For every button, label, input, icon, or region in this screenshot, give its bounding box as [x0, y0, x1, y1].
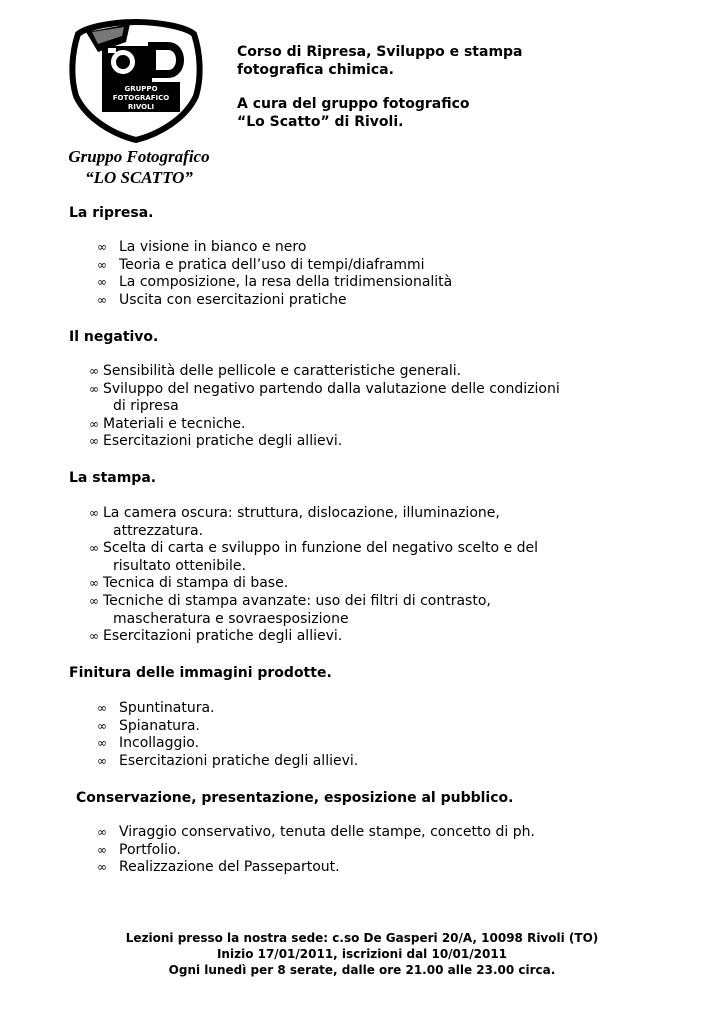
list-item: ∞ Uscita con esercitazioni pratiche: [97, 291, 347, 308]
section-title-stampa: La stampa.: [69, 470, 157, 486]
infinity-bullet-icon: ∞: [89, 576, 99, 591]
section-title-negativo: Il negativo.: [69, 329, 159, 345]
list-item: ∞ Esercitazioni pratiche degli allievi.: [97, 752, 359, 769]
infinity-bullet-icon: ∞: [89, 593, 99, 608]
logo-caption-line-2: “LO SCATTO”: [85, 168, 193, 187]
infinity-bullet-icon: ∞: [89, 381, 99, 396]
list-item: ∞ Incollaggio.: [97, 735, 200, 752]
infinity-bullet-icon: ∞: [97, 257, 107, 272]
list-item: ∞ Tecniche di stampa avanzate: uso dei filtri di contrasto, mascheratura e sovraesposizione: [89, 592, 491, 627]
list-item: ∞ Scelta di carta e sviluppo in funzione del negativo scelto e del risultato ottenibile.: [89, 540, 539, 574]
infinity-bullet-icon: ∞: [89, 416, 99, 431]
section-list-ripresa: [97, 239, 452, 309]
infinity-bullet-icon: ∞: [89, 541, 99, 556]
footer-dates: Inizio 17/01/2011, iscrizioni dal 10/01/2011: [216, 947, 508, 961]
camera-shield-logo-icon: [68, 18, 204, 144]
list-item: ∞ Sensibilità delle pellicole e caratteristiche generali.: [89, 363, 462, 379]
infinity-bullet-icon: ∞: [97, 701, 107, 715]
list-item: ∞ Spuntinatura.: [97, 700, 215, 716]
infinity-bullet-icon: ∞: [97, 718, 107, 733]
section-list-negativo: [89, 363, 560, 451]
course-organizer-line-2: “Lo Scatto” di Rivoli.: [237, 114, 404, 130]
course-title-line-2: fotografica chimica.: [237, 62, 394, 78]
section-title-ripresa: La ripresa.: [69, 205, 154, 221]
list-item: ∞ Esercitazioni pratiche degli allievi.: [89, 433, 343, 450]
infinity-bullet-icon: ∞: [89, 434, 99, 449]
infinity-bullet-icon: ∞: [89, 364, 99, 378]
course-header: [237, 43, 677, 131]
infinity-bullet-icon: ∞: [97, 275, 107, 290]
list-item: ∞ Viraggio conservativo, tenuta delle stampe, concetto di ph.: [97, 824, 535, 840]
logo-caption: [58, 146, 220, 188]
section-list-stampa: [89, 505, 538, 646]
logo-band-line-3: RIVOLI: [127, 103, 155, 111]
section-title-finitura: Finitura delle immagini prodotte.: [69, 665, 332, 681]
list-item: ∞ Spianatura.: [97, 717, 200, 734]
section-list-finitura: [97, 700, 358, 770]
infinity-bullet-icon: ∞: [97, 842, 107, 857]
section-title-conservazione: Conservazione, presentazione, esposizione al pubblico.: [76, 790, 514, 806]
infinity-bullet-icon: ∞: [97, 736, 107, 751]
list-item: ∞ La composizione, la resa della tridimensionalità: [97, 274, 453, 291]
course-organizer-line-1: A cura del gruppo fotografico: [237, 96, 470, 112]
infinity-bullet-icon: ∞: [97, 292, 107, 307]
infinity-bullet-icon: ∞: [97, 825, 107, 839]
list-item: ∞ Sviluppo del negativo partendo dalla valutazione delle condizioni di ripresa: [89, 380, 560, 415]
list-item: ∞ Realizzazione del Passepartout.: [97, 859, 340, 876]
infinity-bullet-icon: ∞: [97, 240, 107, 254]
list-item: ∞ Materiali e tecniche.: [89, 415, 246, 432]
infinity-bullet-icon: ∞: [89, 629, 99, 644]
logo-band-line-2: FOTOGRAFICO: [112, 94, 170, 102]
course-title: [237, 43, 677, 79]
list-item: ∞ Portfolio.: [97, 841, 181, 858]
list-item: ∞ La visione in bianco e nero: [97, 239, 307, 255]
section-list-conservazione: [97, 824, 535, 877]
infinity-bullet-icon: ∞: [97, 860, 107, 875]
course-organizer: [237, 95, 677, 131]
footer-info: [0, 930, 724, 978]
list-item: ∞ Tecnica di stampa di base.: [89, 575, 289, 592]
club-logo: [68, 18, 204, 144]
course-title-line-1: Corso di Ripresa, Sviluppo e stampa: [237, 44, 523, 60]
list-item: ∞ Teoria e pratica dell’uso di tempi/diaframmi: [97, 256, 425, 273]
infinity-bullet-icon: ∞: [97, 753, 107, 768]
list-item: ∞ La camera oscura: struttura, dislocazione, illuminazione, attrezzatura.: [89, 505, 500, 539]
logo-band-line-1: GRUPPO: [124, 85, 158, 93]
footer-location: Lezioni presso la nostra sede: c.so De Gasperi 20/A, 10098 Rivoli (TO): [125, 931, 599, 945]
list-item: ∞ Esercitazioni pratiche degli allievi.: [89, 628, 343, 645]
logo-caption-line-1: Gruppo Fotografico: [68, 147, 210, 166]
infinity-bullet-icon: ∞: [89, 506, 99, 520]
footer-schedule: Ogni lunedì per 8 serate, dalle ore 21.00 alle 23.00 circa.: [168, 963, 556, 977]
